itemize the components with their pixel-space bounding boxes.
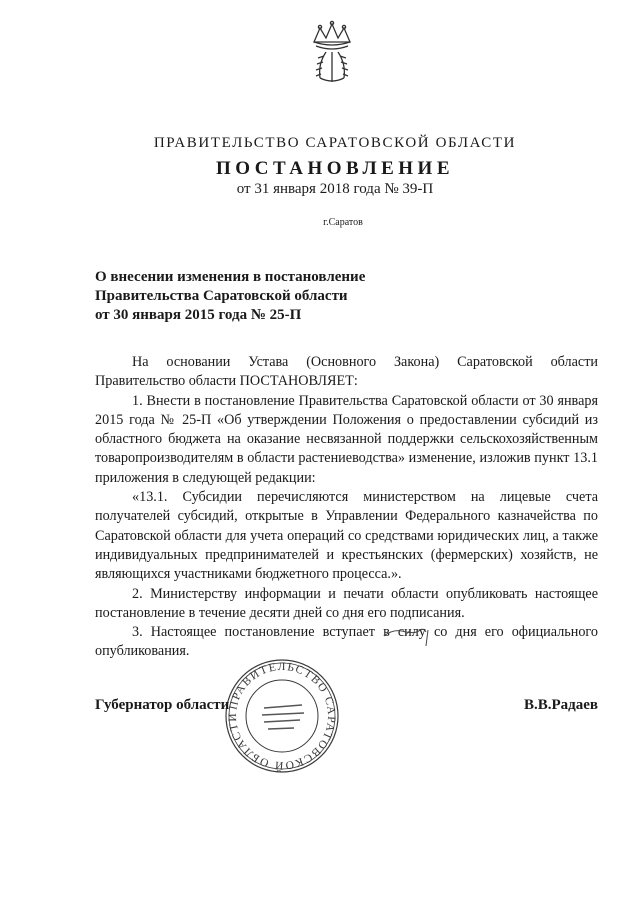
subject-line: О внесении изменения в постановление [95, 269, 366, 285]
document-city: г.Саратов [323, 217, 363, 228]
body-paragraph: На основании Устава (Основного Закона) Саратовской области Правительство области ПОСТАНОВЛЯЕТ: [95, 354, 598, 390]
official-seal-icon [224, 658, 340, 774]
subject-line: от 30 января 2015 года № 25-П [95, 307, 302, 323]
document-subject [95, 268, 435, 325]
body-paragraph: «13.1. Субсидии перечисляются министерством на лицевые счета получателей субсидий, открытые в Управлении Федерального казначейства по Саратовской области для учета операций со средствами юридических лиц, а также индивидуальных предпринимателей и крестьянских (фермерских) хозяйств, не являющихся участниками бюджетного процесса.». [95, 489, 598, 583]
body-paragraph: 3. Настоящее постановление вступает в силу со дня его официального опубликования. [95, 624, 598, 660]
subject-line: Правительства Саратовской области [95, 288, 348, 304]
crown-wheat-emblem-icon [300, 18, 364, 88]
signatory-name: В.В.Радаев [524, 697, 599, 713]
signatory-title: Губернатор области [95, 697, 230, 713]
document-body [95, 353, 598, 662]
body-paragraph: 2. Министерству информации и печати области опубликовать настоящее постановление в течение десяти дней со дня его подписания. [95, 585, 598, 621]
document-date: от 31 января 2018 года № 39-П [236, 181, 434, 197]
document-type: ПОСТАНОВЛЕНИЕ [215, 158, 455, 179]
seal-text: ПРАВИТЕЛЬСТВО САРАТОВСКОЙ ОБЛАСТИ [226, 660, 338, 772]
handwritten-signature [380, 620, 440, 650]
body-paragraph: 1. Внести в постановление Правительства Саратовской области от 30 января 2015 года № 25-П «Об утверждении Положения о предоставлении субсидий из областного бюджета на оказание несвязанной поддержки сельскохозяйственным товаропроизводителям в области растениеводства» изменение, изложив пункт 13.1 приложения в следующей редакции: [95, 392, 598, 486]
government-title: ПРАВИТЕЛЬСТВО САРАТОВСКОЙ ОБЛАСТИ [153, 135, 517, 151]
